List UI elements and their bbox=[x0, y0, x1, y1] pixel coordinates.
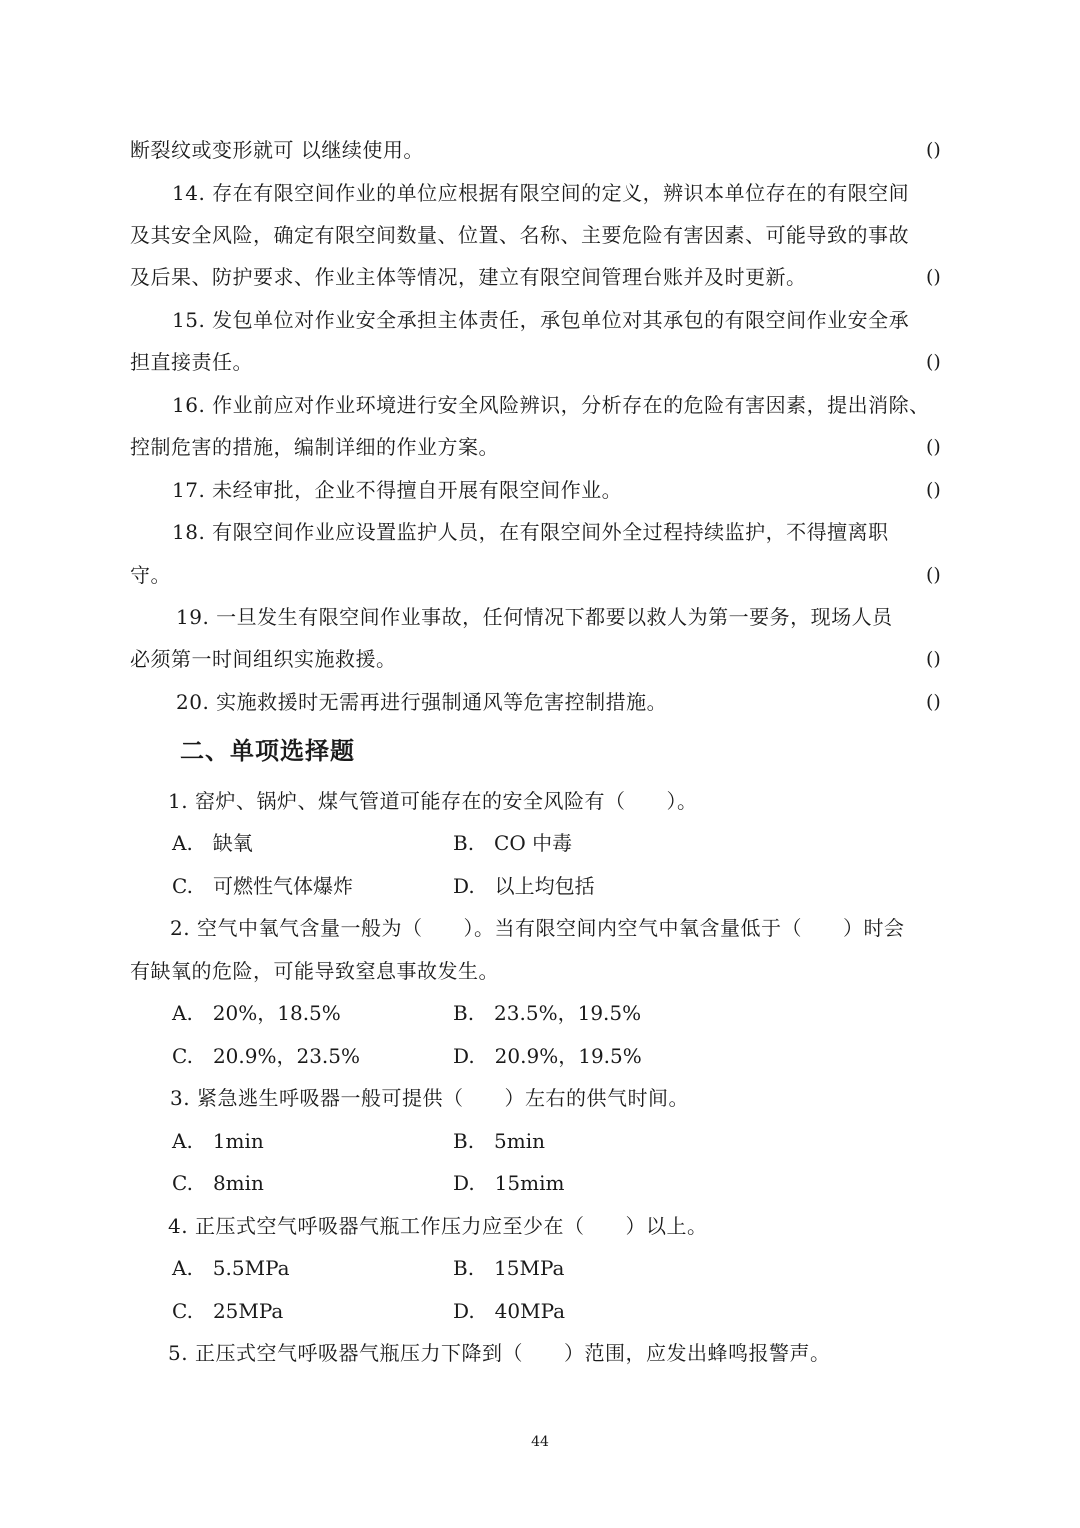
tf-item-18-line-1: 18. 有限空间作业应设置监护人员，在有限空间外全过程持续监护，不得擅离职 bbox=[172, 520, 889, 544]
tf-item-14-line-2: 及其安全风险，确定有限空间数量、位置、名称、主要危险有害因素、可能导致的事故 bbox=[130, 223, 909, 247]
answer-mark: () bbox=[926, 266, 941, 288]
mc-item-2-question-line-1: 2. 空气中氧气含量一般为（ ）。当有限空间内空气中氧含量低于（ ）时会 bbox=[170, 916, 905, 940]
mc-item-4-question: 4. 正压式空气呼吸器气瓶工作压力应至少在（ ）以上。 bbox=[168, 1214, 708, 1238]
tf-item-18-line-2: 守。 bbox=[130, 563, 171, 587]
tf-item-19-line-2: 必须第一时间组织实施救援。 bbox=[130, 647, 397, 671]
answer-mark: () bbox=[926, 648, 941, 670]
mc-item-4-option-d: D. 40MPa bbox=[453, 1299, 566, 1323]
tf-item-14-line-1: 14. 存在有限空间作业的单位应根据有限空间的定义，辨识本单位存在的有限空间 bbox=[172, 181, 910, 205]
answer-mark: () bbox=[926, 436, 941, 458]
mc-item-2-option-c: C. 20.9%，23.5% bbox=[172, 1044, 361, 1068]
mc-item-4-option-b: B. 15MPa bbox=[453, 1256, 565, 1280]
mc-item-1-question: 1. 窑炉、锅炉、煤气管道可能存在的安全风险有（ ）。 bbox=[168, 789, 698, 813]
mc-item-4-option-c: C. 25MPa bbox=[172, 1299, 284, 1323]
mc-item-2-option-a: A. 20%，18.5% bbox=[172, 1001, 341, 1025]
mc-item-3-option-a: A. 1min bbox=[172, 1129, 264, 1153]
mc-item-1-option-d: D. 以上均包括 bbox=[453, 874, 595, 898]
mc-item-3-option-c: C. 8min bbox=[172, 1171, 264, 1195]
tf-item-20-line-1: 20. 实施救援时无需再进行强制通风等危害控制措施。 bbox=[176, 690, 668, 714]
mc-item-4-option-a: A. 5.5MPa bbox=[172, 1256, 290, 1280]
answer-mark: () bbox=[926, 139, 941, 161]
answer-mark: () bbox=[926, 351, 941, 373]
tf-item-16-line-1: 16. 作业前应对作业环境进行安全风险辨识，分析存在的危险有害因素，提出消除、 bbox=[172, 393, 930, 417]
section-title: 二、单项选择题 bbox=[180, 737, 355, 765]
answer-mark: () bbox=[926, 691, 941, 713]
mc-item-3-option-b: B. 5min bbox=[453, 1129, 546, 1153]
tf-item-15-line-2: 担直接责任。 bbox=[130, 350, 253, 374]
mc-item-1-option-a: A. 缺氧 bbox=[172, 831, 253, 855]
answer-mark: () bbox=[926, 479, 941, 501]
mc-item-1-option-c: C. 可燃性气体爆炸 bbox=[172, 874, 353, 898]
mc-item-5-question: 5. 正压式空气呼吸器气瓶压力下降到（ ）范围，应发出蜂鸣报警声。 bbox=[168, 1341, 831, 1365]
tf-item-17-line-1: 17. 未经审批，企业不得擅自开展有限空间作业。 bbox=[172, 478, 623, 502]
mc-item-3-option-d: D. 15mim bbox=[453, 1171, 565, 1195]
tf-continued-text: 断裂纹或变形就可 以继续使用。 bbox=[130, 138, 424, 162]
mc-item-3-question: 3. 紧急逃生呼吸器一般可提供（ ）左右的供气时间。 bbox=[170, 1086, 689, 1110]
mc-item-2-question-line-2: 有缺氧的危险，可能导致窒息事故发生。 bbox=[130, 959, 499, 983]
mc-item-2-option-d: D. 20.9%，19.5% bbox=[453, 1044, 642, 1068]
tf-item-14-line-3: 及后果、防护要求、作业主体等情况，建立有限空间管理台账并及时更新。 bbox=[130, 265, 807, 289]
tf-item-16-line-2: 控制危害的措施，编制详细的作业方案。 bbox=[130, 435, 499, 459]
page-number: 44 bbox=[531, 1434, 549, 1450]
mc-item-1-option-b: B. CO 中毒 bbox=[453, 831, 573, 855]
tf-item-15-line-1: 15. 发包单位对作业安全承担主体责任，承包单位对其承包的有限空间作业安全承 bbox=[172, 308, 910, 332]
answer-mark: () bbox=[926, 564, 941, 586]
tf-item-19-line-1: 19. 一旦发生有限空间作业事故，任何情况下都要以救人为第一要务，现场人员 bbox=[176, 605, 893, 629]
mc-item-2-option-b: B. 23.5%，19.5% bbox=[453, 1001, 642, 1025]
